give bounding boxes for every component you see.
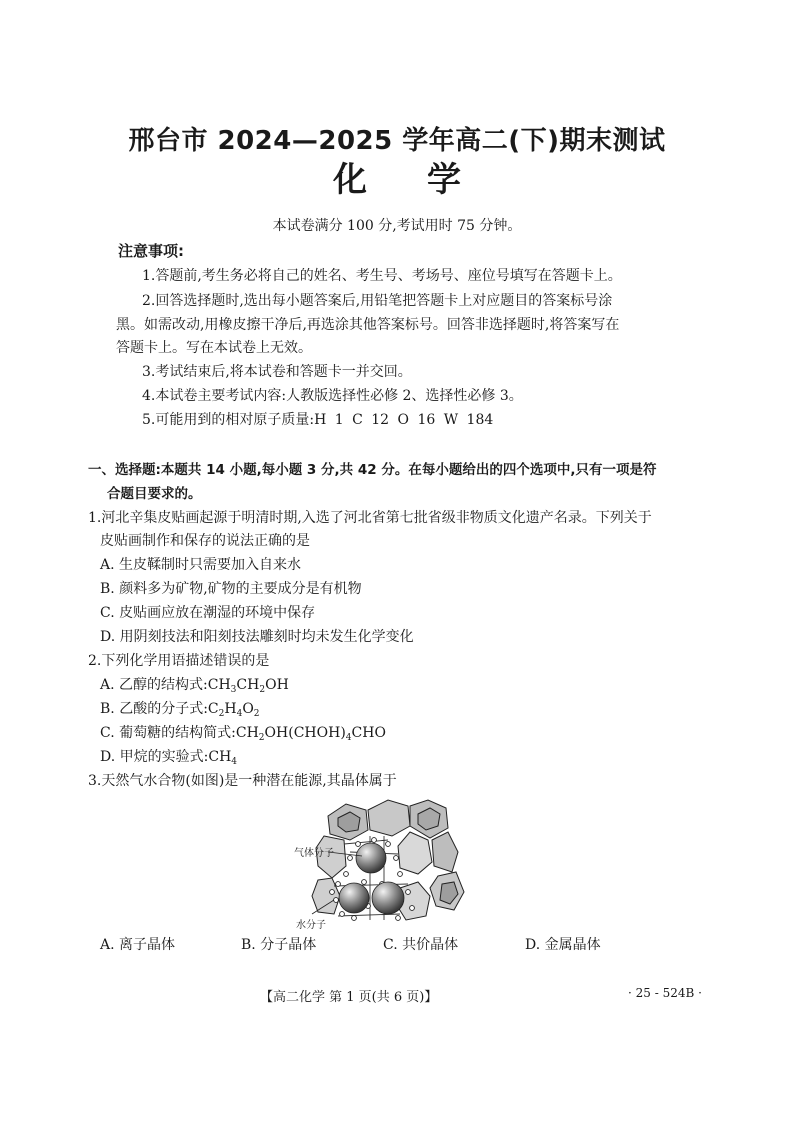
q2-option-d: [100, 746, 237, 766]
q3-option-b: B. 分子晶体: [241, 937, 317, 953]
notice-heading: 注意事项:: [118, 242, 184, 260]
q2-stem: 2.下列化学用语描述错误的是: [88, 653, 270, 669]
q2-option-c-formula: $CH_2OH(CHOH)_4CHO$: [235, 725, 386, 743]
q2-option-c: [100, 722, 386, 742]
hydrate-crystal-figure: [288, 796, 478, 934]
q2-option-c-label: C. 葡萄糖的结构简式:: [100, 725, 236, 741]
water-molecule-label: 水分子: [296, 920, 326, 931]
notice-item-1: 1.答题前,考生务必将自己的姓名、考生号、考场号、座位号填写在答题卡上。: [142, 268, 622, 284]
exam-info: 本试卷满分 100 分,考试用时 75 分钟。: [272, 218, 522, 234]
q3-stem: 3.天然气水合物(如图)是一种潜在能源,其晶体属于: [88, 773, 397, 789]
q1-stem-line-1: 1.河北辛集皮贴画起源于明清时期,入选了河北省第七批省级非物质文化遗产名录。下列关于: [88, 510, 652, 526]
footer-code: · 25 - 524B ·: [628, 986, 702, 1000]
notice-item-2-line-1: 2.回答选择题时,选出每小题答案后,用铅笔把答题卡上对应题目的答案标号涂: [142, 293, 613, 309]
section-1-heading-line-2: 合题目要求的。: [107, 486, 202, 502]
q2-option-b: [100, 698, 260, 718]
notice-item-3: 3.考试结束后,将本试卷和答题卡一并交回。: [142, 364, 412, 380]
q2-option-b-label: B. 乙酸的分子式:: [100, 701, 208, 717]
q2-option-d-formula: $CH_4$: [208, 749, 238, 767]
q1-option-c: C. 皮贴画应放在潮湿的环境中保存: [100, 605, 316, 621]
q1-option-d: D. 用阴刻技法和阳刻技法雕刻时均未发生化学变化: [100, 629, 414, 645]
gas-molecule-label: 气体分子: [294, 848, 334, 859]
q3-option-d: D. 金属晶体: [525, 937, 601, 953]
notice-item-4: 4.本试卷主要考试内容:人教版选择性必修 2、选择性必修 3。: [142, 388, 523, 404]
q3-option-c: C. 共价晶体: [383, 937, 459, 953]
section-1-heading-line-1: 一、选择题:本题共 14 小题,每小题 3 分,共 42 分。在每小题给出的四个选项中,只有一项是符: [88, 462, 657, 478]
notice-item-2-line-3: 答题卡上。写在本试卷上无效。: [116, 340, 312, 356]
q2-option-a-formula: $CH_3CH_2OH$: [207, 677, 289, 695]
q2-option-a-label: A. 乙醇的结构式:: [100, 677, 208, 693]
q3-option-a: A. 离子晶体: [100, 937, 176, 953]
q2-option-d-label: D. 甲烷的实验式:: [100, 749, 209, 765]
footer-page-info: 【高二化学 第 1 页(共 6 页)】: [260, 990, 438, 1005]
q1-stem-line-2: 皮贴画制作和保存的说法正确的是: [100, 533, 310, 549]
q1-option-a: A. 生皮鞣制时只需要加入自来水: [100, 557, 302, 573]
q2-option-b-formula: $C_2H_4O_2$: [207, 701, 260, 719]
q1-option-b: B. 颜料多为矿物,矿物的主要成分是有机物: [100, 581, 362, 597]
subject-title: 化学: [333, 160, 521, 200]
q2-option-a: [100, 674, 289, 694]
exam-title: 邢台市 2024—2025 学年高二(下)期末测试: [128, 126, 666, 156]
notice-item-5: 5.可能用到的相对原子质量:H 1 C 12 O 16 W 184: [142, 412, 494, 428]
notice-item-2-line-2: 黑。如需改动,用橡皮擦干净后,再选涂其他答案标号。回答非选择题时,将答案写在: [116, 317, 620, 333]
